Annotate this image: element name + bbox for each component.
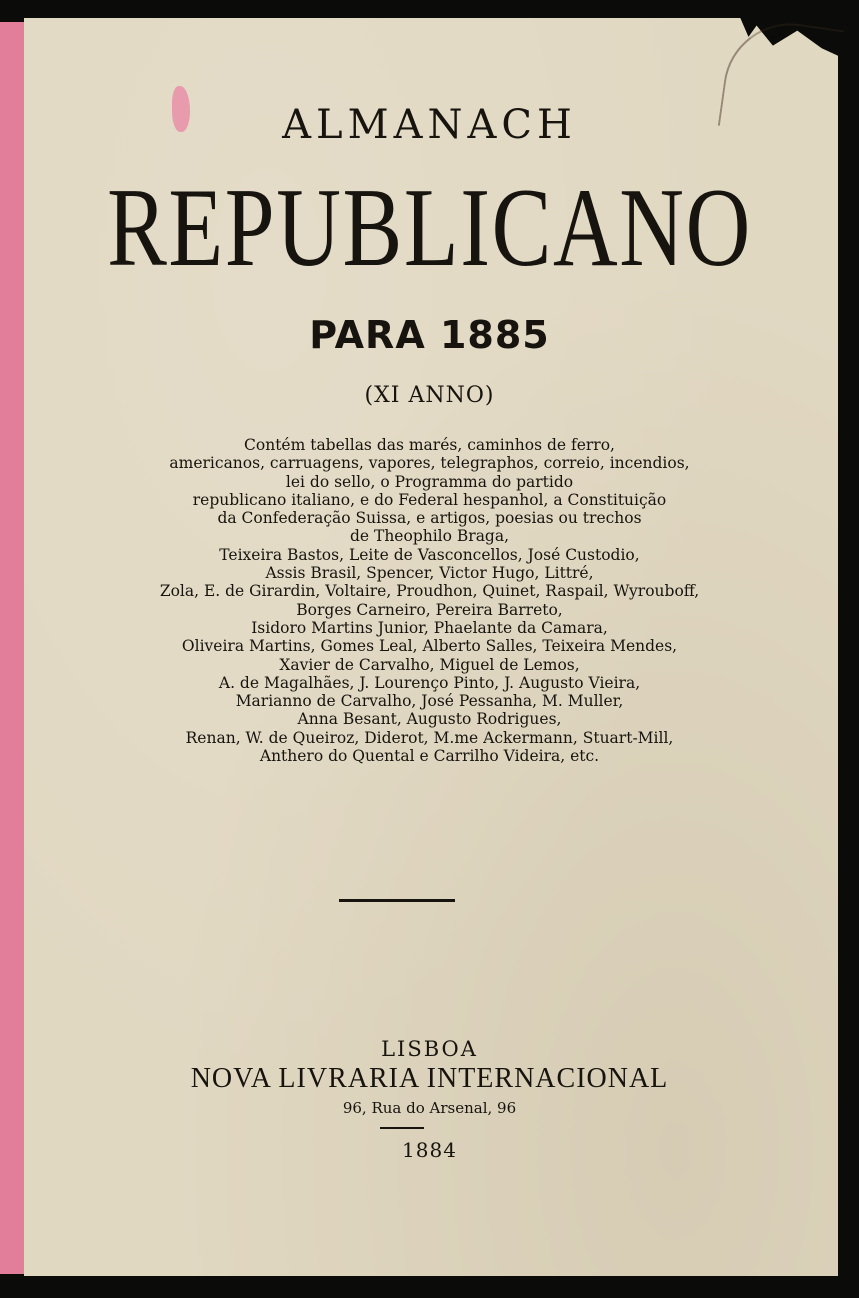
contents-line: Anthero do Quental e Carrilho Videira, etc. xyxy=(259,747,600,766)
contents-line: republicano italiano, e do Federal hespanhol, a Constituição xyxy=(192,490,667,509)
contents-line: Anna Besant, Augusto Rodrigues, xyxy=(297,710,562,729)
contents-line: lei do sello, o Programma do partido xyxy=(285,472,574,491)
divider-rule xyxy=(339,899,455,902)
contents-line: Borges Carneiro, Pereira Barreto, xyxy=(296,600,563,619)
contents-line: Oliveira Martins, Gomes Leal, Alberto Salles, Teixeira Mendes, xyxy=(181,637,678,656)
title-year: PARA 1885 xyxy=(309,313,550,357)
title-republicano: REPUBLICANO xyxy=(107,166,752,290)
contents-line: Contém tabellas das marés, caminhos de ferro, xyxy=(244,436,615,454)
imprint-address: 96, Rua do Arsenal, 96 xyxy=(342,1099,517,1117)
imprint-year: 1884 xyxy=(402,1138,457,1162)
imprint-city: LISBOA xyxy=(381,1037,478,1061)
edition-number: (XI ANNO) xyxy=(364,383,495,408)
contents-line: da Confederação Suissa, e artigos, poesias ou trechos xyxy=(217,509,642,528)
contents-line: Xavier de Carvalho, Miguel de Lemos, xyxy=(279,655,580,674)
contents-line: Renan, W. de Queiroz, Diderot, M.me Ackermann, Stuart-Mill, xyxy=(185,728,674,747)
contents-line: americanos, carruagens, vapores, telegraphos, correio, incendios, xyxy=(169,454,690,473)
short-divider xyxy=(380,1127,424,1129)
contents-line: Teixeira Bastos, Leite de Vasconcellos, José Custodio, xyxy=(219,545,640,564)
title-almanach: ALMANACH xyxy=(282,102,577,148)
contents-line: Assis Brasil, Spencer, Victor Hugo, Littré, xyxy=(265,564,594,583)
contents-description xyxy=(0,436,859,765)
contents-line: Marianno de Carvalho, José Pessanha, M. Muller, xyxy=(235,692,624,711)
imprint-publisher: NOVA LIVRARIA INTERNACIONAL xyxy=(190,1063,669,1094)
contents-line: Isidoro Martins Junior, Phaelante da Camara, xyxy=(251,618,608,637)
contents-line: Zola, E. de Girardin, Voltaire, Proudhon, Quinet, Raspail, Wyrouboff, xyxy=(159,582,700,601)
contents-line: A. de Magalhães, J. Lourenço Pinto, J. Augusto Vieira, xyxy=(218,673,641,692)
contents-line: de Theophilo Braga, xyxy=(349,527,510,546)
